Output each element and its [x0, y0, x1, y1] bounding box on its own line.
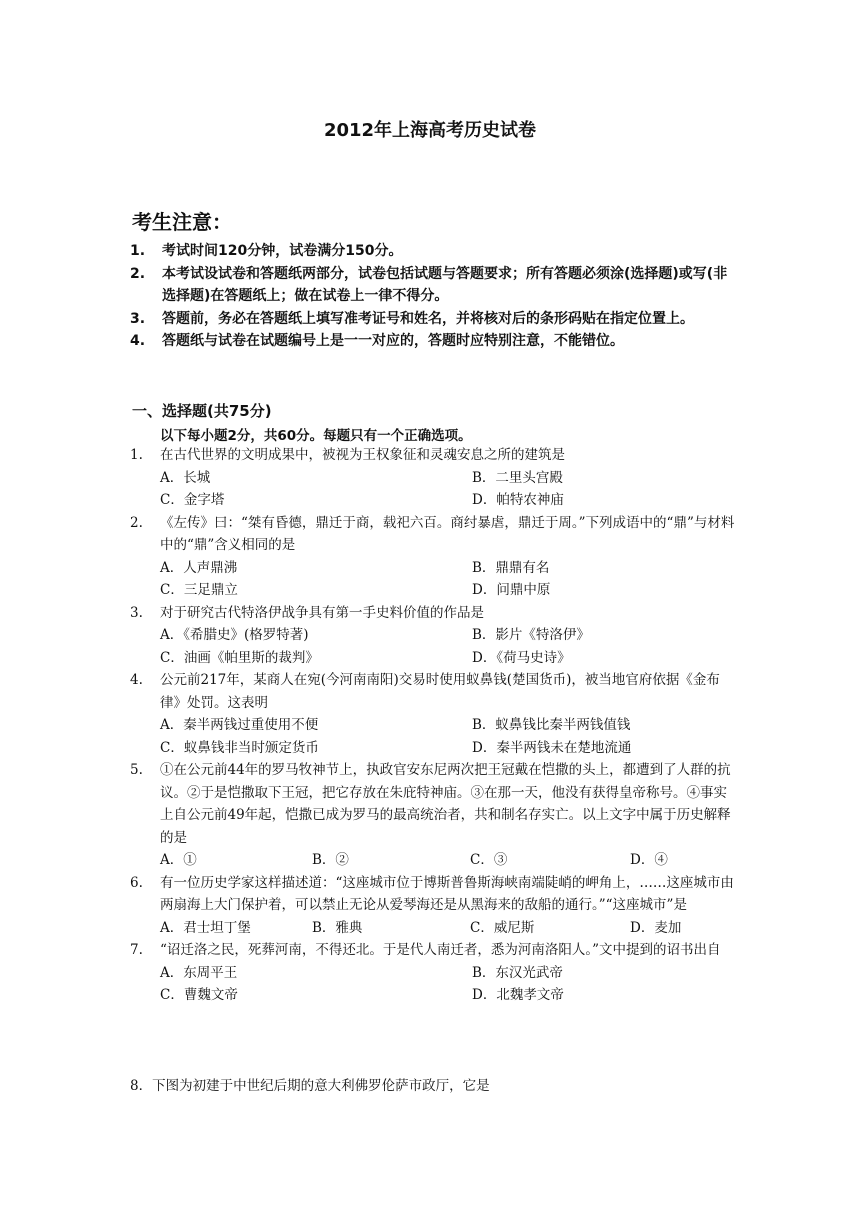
notice-list [130, 240, 740, 353]
notice-item [130, 240, 740, 263]
question-number: 7. [130, 942, 143, 958]
notice-item [130, 308, 740, 331]
question [130, 602, 740, 625]
section-title: 一、选择题(共75分) [132, 402, 272, 420]
option-b: B．② [312, 852, 349, 868]
question [130, 512, 740, 557]
question [130, 444, 740, 467]
question-number: 2. [130, 514, 143, 531]
option-b: B．二里头宫殿 [472, 469, 563, 486]
notice-text: 考试时间120分钟，试卷满分150分。 [162, 243, 403, 259]
option-group [160, 917, 740, 940]
notice-item [130, 330, 740, 353]
notice-number: 2. [130, 265, 146, 282]
notice-item [130, 263, 740, 308]
question [130, 759, 740, 849]
option-d: D．《荷马史诗》 [472, 649, 571, 666]
exam-title: 2012年上海高考历史试卷 [323, 120, 537, 141]
question-number: 3. [130, 604, 143, 621]
option-b: B．东汉光武帝 [472, 964, 563, 981]
option-d: D．④ [630, 852, 668, 868]
question [130, 939, 740, 962]
option-group [160, 557, 740, 602]
notice-number: 1. [130, 243, 146, 259]
option-c: C．曹魏文帝 [160, 987, 238, 1003]
option-d: D．问鼎中原 [472, 582, 551, 598]
option-a: A．东周平王 [160, 964, 238, 981]
option-a: A．长城 [160, 469, 211, 486]
option-d: D．麦加 [630, 919, 682, 936]
option-b: B．蚁鼻钱比秦半两钱值钱 [472, 717, 631, 733]
question-text: 公元前217年，某商人在宛(今河南南阳)交易时使用蚁鼻钱(楚国货币)，被当地官府依据《金布律》处罚。这表明 [160, 672, 720, 711]
question-text: 在古代世界的文明成果中，被视为王权象征和灵魂安息之所的建筑是 [160, 447, 565, 463]
question [130, 669, 740, 714]
notice-heading: 考生注意： [132, 210, 232, 234]
question-number: 5. [130, 762, 143, 778]
option-c: C．油画《帕里斯的裁判》 [160, 649, 319, 666]
option-c: C．蚁鼻钱非当时颁定货币 [160, 739, 319, 756]
question-list [130, 444, 740, 1007]
option-a: A．君士坦丁堡 [160, 919, 251, 936]
option-group [160, 467, 740, 512]
question-text: 《左传》曰：“桀有昏德，鼎迁于商，载祀六百。商纣暴虐，鼎迁于周。”下列成语中的“鼎”与材料中的“鼎”含义相同的是 [160, 514, 735, 553]
option-a: A．① [160, 852, 197, 868]
option-a: A．秦半两钱过重使用不便 [160, 717, 319, 733]
option-b: B．鼎鼎有名 [472, 559, 550, 576]
question-text: 对于研究古代特洛伊战争具有第一手史料价值的作品是 [160, 604, 484, 621]
notice-number: 4. [130, 333, 146, 349]
notice-text: 答题纸与试卷在试题编号上是一一对应的，答题时应特别注意，不能错位。 [162, 333, 624, 349]
section-instruction: 以下每小题2分，共60分。每题只有一个正确选项。 [160, 428, 472, 444]
option-d: D．秦半两钱未在楚地流通 [472, 739, 632, 756]
option-a: A．人声鼎沸 [160, 559, 238, 576]
question-text: ①在公元前44年的罗马牧神节上，执政官安东尼两次把王冠戴在恺撒的头上，都遭到了人群的抗议。②于是恺撒取下王冠，把它存放在朱庇特神庙。③在那一天，他没有获得皇帝称号。④事实上自公元前49年起，恺撒已成为罗马的最高统治者，共和制名存实亡。以上文字中属于历史解释的是 [160, 762, 731, 846]
option-b: B．影片《特洛伊》 [472, 627, 590, 643]
question-8-text: 8．下图为初建于中世纪后期的意大利佛罗伦萨市政厅，它是 [130, 1078, 490, 1094]
option-b: B．雅典 [312, 919, 363, 936]
question-number: 6. [130, 874, 143, 891]
option-group [160, 624, 740, 669]
option-group [160, 962, 740, 1007]
notice-text: 本考试设试卷和答题纸两部分，试卷包括试题与答题要求；所有答题必须涂(选择题)或写(非选择题)在答题纸上；做在试卷上一律不得分。 [162, 265, 728, 304]
question [130, 872, 740, 917]
option-a: A．《希腊史》(格罗特著) [160, 627, 309, 643]
question-text: 有一位历史学家这样描述道：“这座城市位于博斯普鲁斯海峡南端陡峭的岬角上，……这座城市由两扇海上大门保护着，可以禁止无论从爱琴海还是从黑海来的敌船的通行。”“这座城市”是 [160, 874, 734, 913]
option-d: D．帕特农神庙 [472, 492, 564, 508]
question-number: 1. [130, 447, 143, 463]
notice-number: 3. [130, 310, 146, 327]
option-group [160, 714, 740, 759]
option-c: C．③ [470, 852, 508, 868]
option-c: C．威尼斯 [470, 919, 535, 936]
question-text: “诏迁洛之民，死葬河南，不得还北。于是代人南迁者，悉为河南洛阳人。”文中提到的诏书出自 [160, 942, 721, 958]
notice-text: 答题前，务必在答题纸上填写准考证号和姓名，并将核对后的条形码贴在指定位置上。 [162, 310, 694, 327]
option-c: C．三足鼎立 [160, 582, 238, 598]
option-c: C．金字塔 [160, 492, 225, 508]
option-group [160, 849, 740, 872]
option-d: D．北魏孝文帝 [472, 987, 564, 1003]
question-number: 4. [130, 672, 143, 688]
